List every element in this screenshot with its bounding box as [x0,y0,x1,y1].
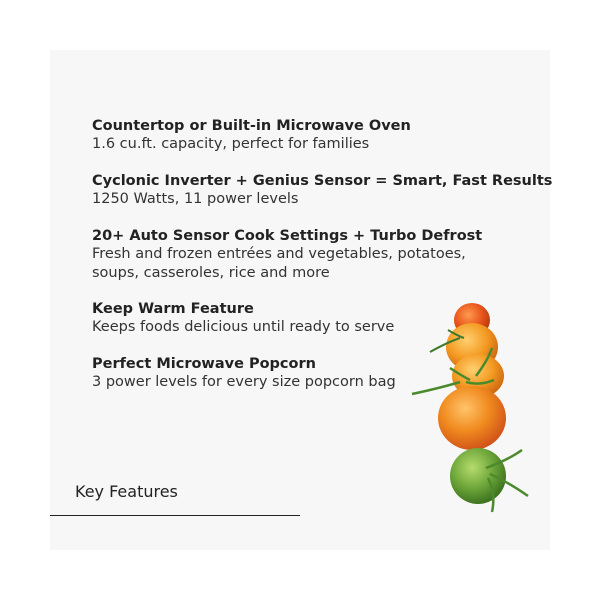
feature-desc: 3 power levels for every size popcorn bag [92,374,396,390]
feature-item [92,227,532,282]
cherry-tomatoes-image [400,290,550,520]
feature-desc: Keeps foods delicious until ready to serve [92,319,395,335]
feature-item [92,117,532,154]
tomato [438,386,506,450]
feature-title: 20+ Auto Sensor Cook Settings + Turbo Defrost [92,228,483,244]
feature-desc: 1.6 cu.ft. capacity, perfect for families [92,136,370,152]
feature-title: Perfect Microwave Popcorn [92,356,316,372]
feature-desc: Fresh and frozen entrées and vegetables, potatoes, [92,246,466,262]
feature-desc: soups, casseroles, rice and more [92,264,330,281]
divider [50,515,300,516]
feature-desc: 1250 Watts, 11 power levels [92,191,299,207]
tomato [450,448,506,504]
feature-item [92,172,553,209]
feature-title: Keep Warm Feature [92,301,254,317]
feature-title: Cyclonic Inverter + Genius Sensor = Smart, Fast Results [92,173,553,189]
key-features-label: Key Features [75,482,178,501]
feature-title: Countertop or Built-in Microwave Oven [92,118,411,134]
